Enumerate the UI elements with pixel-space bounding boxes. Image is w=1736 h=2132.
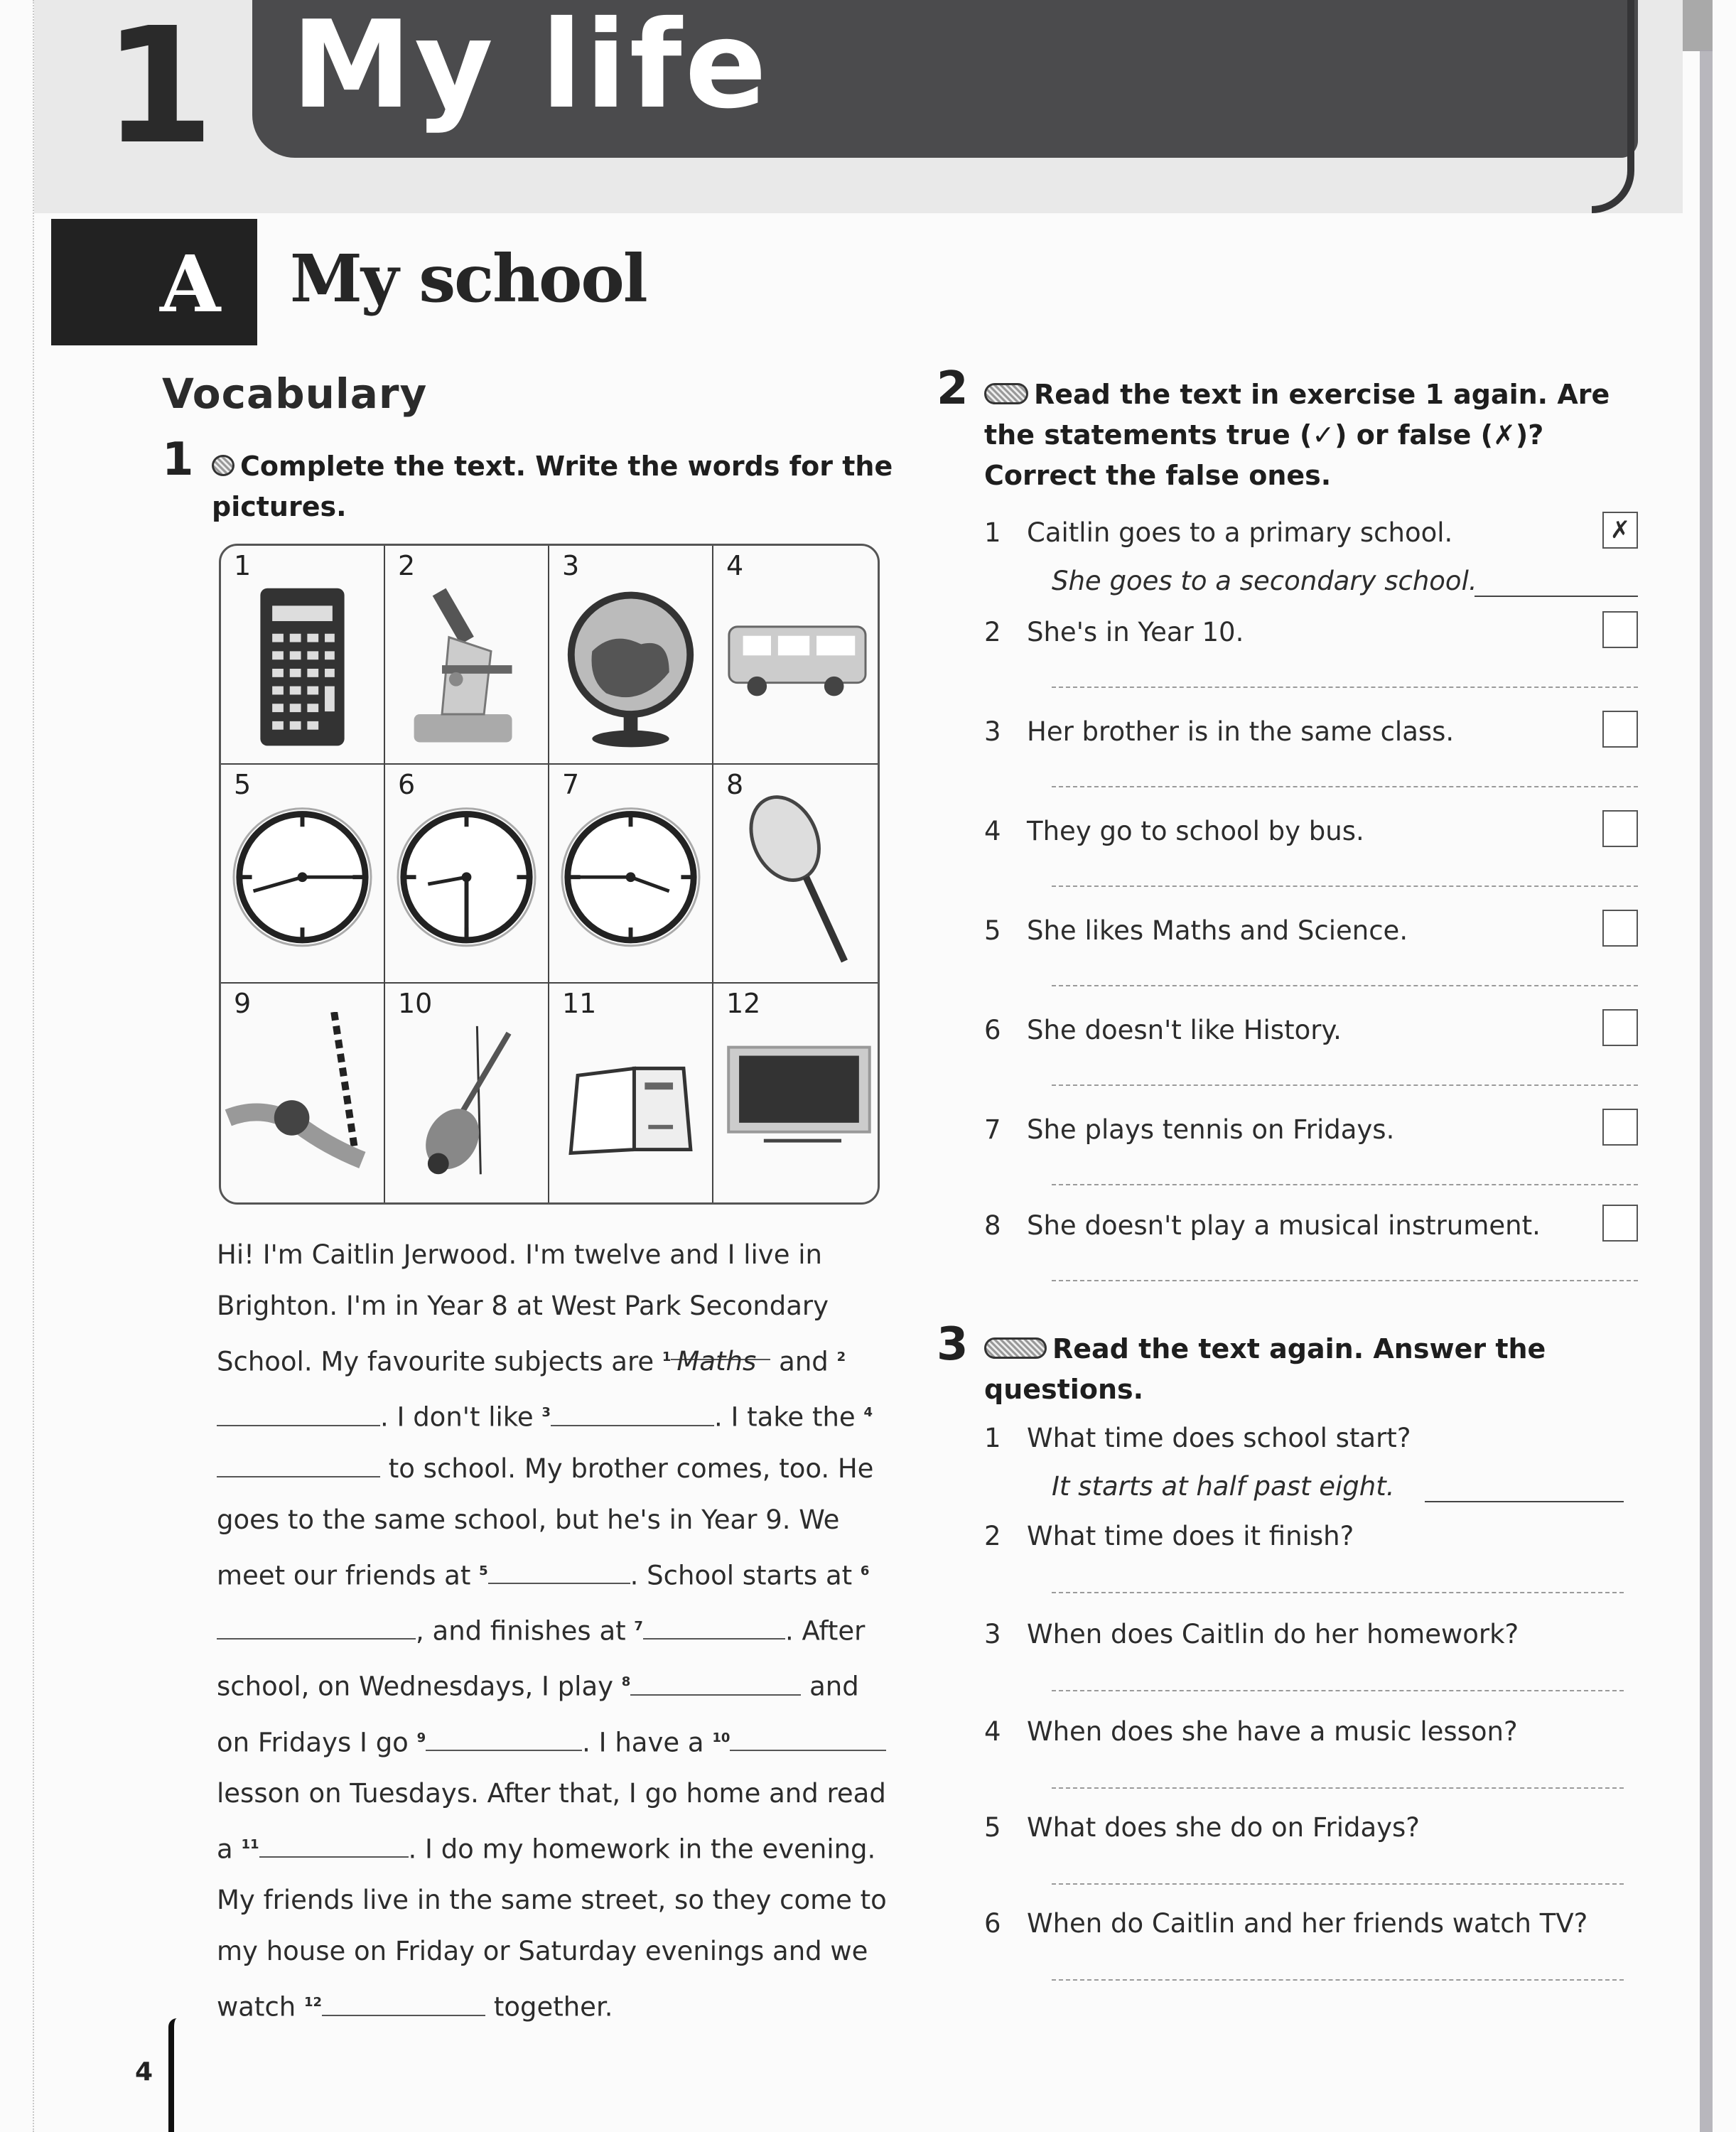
book-icon bbox=[549, 1012, 712, 1202]
picture-number: 9 bbox=[234, 988, 252, 1019]
blank-2-input[interactable] bbox=[217, 1402, 380, 1426]
blank-4-input[interactable] bbox=[217, 1453, 380, 1477]
picture-grid bbox=[219, 544, 880, 1205]
blank-11-input[interactable] bbox=[259, 1834, 409, 1858]
picture-cell bbox=[549, 546, 713, 765]
answer-input[interactable] bbox=[1052, 1787, 1624, 1789]
page-right-margin bbox=[1700, 50, 1713, 2132]
page-edge bbox=[33, 0, 34, 2132]
answer-input[interactable]: It starts at half past eight. bbox=[1052, 1471, 1395, 1502]
answer-input[interactable] bbox=[1052, 1979, 1624, 1981]
violin-icon bbox=[385, 1012, 548, 1202]
blank-1-input[interactable]: Maths bbox=[671, 1336, 770, 1360]
correction-input[interactable] bbox=[1052, 985, 1638, 986]
correction-input[interactable] bbox=[1052, 1084, 1638, 1086]
picture-cell bbox=[549, 984, 713, 1202]
blank-7-input[interactable] bbox=[643, 1615, 785, 1640]
picture-number: 6 bbox=[398, 769, 416, 800]
microscope-icon bbox=[385, 574, 548, 763]
true-false-checkbox[interactable] bbox=[1602, 910, 1638, 947]
answer-line bbox=[1425, 1501, 1624, 1502]
correction-input[interactable] bbox=[1052, 885, 1638, 887]
true-false-checkbox[interactable] bbox=[1602, 1109, 1638, 1146]
blank-9-input[interactable] bbox=[426, 1727, 582, 1751]
picture-cell bbox=[713, 984, 878, 1202]
picture-number: 7 bbox=[562, 769, 580, 800]
one-star-level-icon bbox=[212, 455, 234, 476]
picture-number: 5 bbox=[234, 769, 252, 800]
clock-quarter-past-three-icon bbox=[549, 793, 712, 982]
blank-3-input[interactable] bbox=[551, 1402, 714, 1426]
page-bracket bbox=[168, 2018, 177, 2132]
exercise-2-number: 2 bbox=[937, 362, 969, 415]
blank-6-input[interactable] bbox=[217, 1615, 416, 1640]
true-false-checkbox[interactable] bbox=[1602, 711, 1638, 748]
swimming-icon bbox=[221, 1012, 384, 1202]
correction-input[interactable] bbox=[1052, 687, 1638, 688]
correction-input[interactable]: She goes to a secondary school. bbox=[1052, 566, 1477, 596]
true-false-checkbox[interactable] bbox=[1602, 1009, 1638, 1046]
true-false-checkbox[interactable]: ✗ bbox=[1602, 512, 1638, 549]
globe-icon bbox=[549, 574, 712, 763]
tennis-racket-icon bbox=[713, 793, 878, 982]
bus-icon bbox=[713, 574, 878, 763]
correction-input[interactable] bbox=[1052, 1280, 1638, 1281]
exercise-1-instruction: Complete the text. Write the words for the pictures. bbox=[212, 451, 893, 522]
clock-half-past-eight-icon bbox=[221, 793, 384, 982]
picture-cell bbox=[713, 765, 878, 984]
answer-input[interactable] bbox=[1052, 1883, 1624, 1885]
correction-input[interactable] bbox=[1052, 786, 1638, 787]
calculator-icon bbox=[221, 574, 384, 763]
picture-number: 12 bbox=[726, 988, 761, 1019]
picture-number: 8 bbox=[726, 769, 744, 800]
blank-12-input[interactable] bbox=[322, 1992, 485, 2016]
reading-text: Hi! I'm Caitlin Jerwood. I'm twelve and I live in Brighton. I'm in Year 8 at West Park Secondary School. My favourite subjects are $^1$ Maths and $^2$. I don't like $^3$ . I take the $^4$ to school. My brother comes, too. He goes to the same school, but he's in Year 9. We meet our friends at $^5$ . School starts at $^6$, and finishes at $^7$ . After school, on Wednesdays, I play $^8$ and on Fridays I go $^9$ . I have a $^{10}$ lesson on Tuesdays. After that, I go home and read a $^{11}$ . I do my homework in the evening. My friends live in the same street, so they come to my house on Friday or Saturday evenings and we watch $^{12}$ together. bbox=[217, 1239, 887, 2023]
picture-cell bbox=[549, 765, 713, 984]
picture-cell bbox=[221, 546, 385, 765]
unit-number: 1 bbox=[103, 0, 207, 180]
blank-5-input[interactable] bbox=[488, 1560, 630, 1584]
picture-number: 4 bbox=[726, 550, 744, 581]
picture-number: 2 bbox=[398, 550, 416, 581]
picture-cell bbox=[713, 546, 878, 765]
section-title: My school bbox=[290, 240, 647, 317]
exercise-3-instruction: Read the text again. Answer the questions. bbox=[984, 1333, 1546, 1405]
three-star-level-icon bbox=[984, 1337, 1047, 1359]
section-badge bbox=[51, 219, 257, 345]
true-false-checkbox[interactable] bbox=[1602, 611, 1638, 648]
blank-10-input[interactable] bbox=[730, 1727, 886, 1751]
unit-title: My life bbox=[291, 0, 770, 136]
true-false-checkbox[interactable] bbox=[1602, 1205, 1638, 1242]
two-star-level-icon bbox=[984, 383, 1028, 404]
answer-input[interactable] bbox=[1052, 1690, 1624, 1691]
blank-8-input[interactable] bbox=[630, 1671, 801, 1696]
answer-input[interactable] bbox=[1052, 1592, 1624, 1593]
picture-cell bbox=[221, 765, 385, 984]
vocabulary-heading: Vocabulary bbox=[162, 370, 428, 418]
exercise-3-number: 3 bbox=[937, 1318, 969, 1371]
picture-cell bbox=[221, 984, 385, 1202]
picture-number: 3 bbox=[562, 550, 580, 581]
picture-cell bbox=[385, 984, 549, 1202]
true-false-checkbox[interactable] bbox=[1602, 810, 1638, 847]
picture-cell bbox=[385, 765, 549, 984]
exercise-1-number: 1 bbox=[162, 434, 194, 486]
title-bar-curve bbox=[1592, 0, 1634, 213]
clock-half-past-three-icon bbox=[385, 793, 548, 982]
tv-icon bbox=[713, 1012, 878, 1202]
picture-number: 10 bbox=[398, 988, 433, 1019]
exercise-2-instruction: Read the text in exercise 1 again. Are the statements true (✓) or false (✗)? Correct the false ones. bbox=[984, 379, 1610, 491]
answer-line bbox=[1474, 596, 1638, 597]
section-letter: A bbox=[160, 238, 221, 330]
picture-cell bbox=[385, 546, 549, 765]
picture-number: 11 bbox=[562, 988, 597, 1019]
picture-number: 1 bbox=[234, 550, 252, 581]
page-number: 4 bbox=[135, 2057, 153, 2087]
correction-input[interactable] bbox=[1052, 1184, 1638, 1185]
